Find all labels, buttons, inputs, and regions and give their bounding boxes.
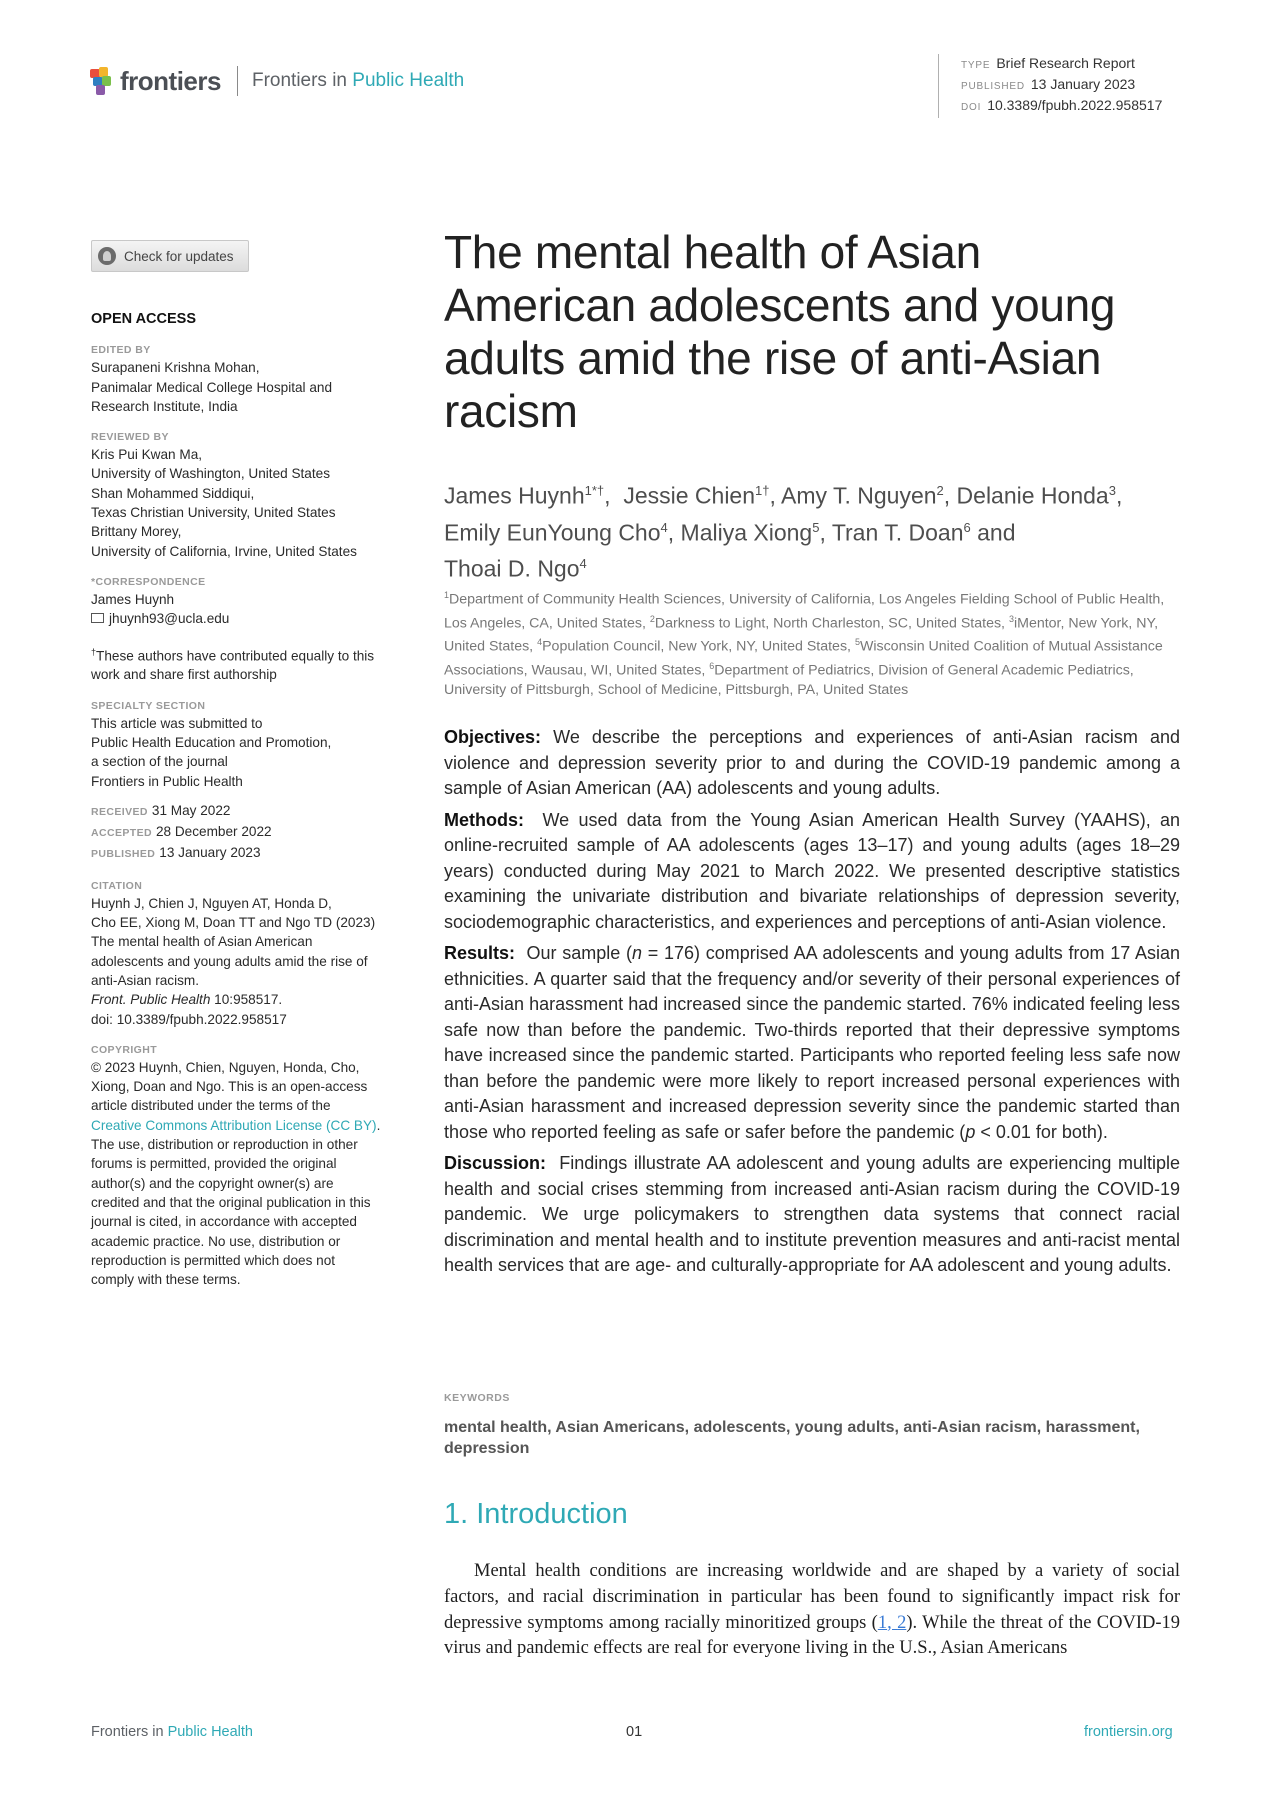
author-list: James Huynh$^{1*\dagger}$, Jessie Chien$^{1\dagger}$, Amy T. Nguyen$^2$, Delanie Honda$^3$, Emily EunYoung Cho$^4$, Maliya Xiong$^5$, Tran T. Doan$^6$ and Thoai D. Ngo$^4$ <box>444 482 1123 582</box>
cc-by-license-link[interactable]: Creative Commons Attribution License (CC BY) <box>91 1117 377 1133</box>
frontiers-logo[interactable] <box>90 66 464 96</box>
mail-icon <box>91 613 104 623</box>
article-type: Brief Research Report <box>996 55 1135 71</box>
article-title: The mental health of Asian American adolescents and young adults amid the rise of anti-Asian racism <box>444 226 1116 437</box>
citation-link[interactable]: 2 <box>897 1612 907 1633</box>
frontiers-logo-icon <box>90 67 114 95</box>
article-sidebar: OPEN ACCESS EDITED BY Surapaneni Krishna Mohan, Panimalar Medical College Hospital and Research Institute, India REVIEWED BY Kris Pui Kwan Ma, University of Washington, United States Shan Mohammed Siddiqui, Texas Christian University, United States Brittany Morey, University of California, Irvine, United States *CORRESPONDENCE James Huynh jhuynh93@ucla.edu †These authors have contributed equally to this work and share first authorship SPECIALTY SECTION This article was submitted to Public Health Education and Promotion, a section of the journal Frontiers in Public Health RECEIVED 31 May 2022 ACCEPTED 28 December 2022 PUBLISHED 13 January 2023 CITATION Huynh J, Chien J, Nguyen AT, Honda D, Cho EE, Xiong M, Doan TT and Ngo TD (2023) The mental health of Asian American adolescents and young adults amid the rise of anti-Asian racism. Front. Public Health 10:958517. doi: 10.3389/fpubh.2022.958517 COPYRIGHT © 2023 Huynh, Chien, Nguyen, Honda, Cho, Xiong, Doan and Ngo. This is an open-access article distributed under the terms of the Creative Commons Attribution License (CC BY). The use, distribution or reproduction in other forums is permitted, provided the original author(s) and the copyright owner(s) are credited and that the original publication in this journal is cited, in accordance with accepted academic practice. No use, distribution or reproduction is permitted which does not comply with these terms. <box>91 310 421 1289</box>
keywords-label: KEYWORDS <box>444 1392 510 1404</box>
dates: RECEIVED 31 May 2022 ACCEPTED 28 December 2022 PUBLISHED 13 January 2023 <box>91 802 272 861</box>
author: Tran T. Doan <box>831 519 964 546</box>
affiliations: $^1$Department of Community Health Sciences, University of California, Los Angeles Fielding School of Public Health, Los Angeles, CA, United States, $^2$Darkness to Light, North Charleston, SC, United States, $^3$iMentor, New York, NY, United States, $^4$Population Council, New York, NY, United States, $^5$Wisconsin United Coalition of Mutual Assistance Associations, Wausau, WI, United States, $^6$Department of Pediatrics, Division of General Academic Pediatrics, University of Pittsburgh, School of Medicine, Pittsburgh, PA, United States <box>444 590 1165 698</box>
citation-link[interactable]: 1 <box>877 1612 888 1633</box>
brand-name: frontiers <box>120 65 221 96</box>
author: Delanie Honda <box>956 482 1109 509</box>
citation-label: CITATION <box>91 879 143 892</box>
abstract-methods: Methods: We used data from the Young Asian American Health Survey (YAAHS), an online-recruited sample of AA adolescents (ages 13–17) and young adults (ages 18–29 years) conducted during May 2021 to March 2022. We presented descriptive statistics examining the univariate distribution and bivariate relationships of depression severity, sociodemographic characteristics, and experiences and perceptions of anti-Asian violence. <box>444 809 1180 932</box>
edited-by-label: EDITED BY <box>91 344 151 357</box>
published-date: 13 January 2023 <box>1030 76 1136 92</box>
author: Maliya Xiong <box>680 519 813 546</box>
abstract-discussion: Discussion: Findings illustrate AA adolescent and young adults are experiencing multiple health and social crises stemming from increased anti-Asian racism during the COVID-19 pandemic. We urge policymakers to strengthen data systems that connect racial discrimination and mental health and to institute prevention measures and anti-racist mental health services that are age- and culturally-appropriate for AA adolescent and young adults. <box>444 1153 1180 1275</box>
crossmark-icon <box>98 247 116 265</box>
abstract-objectives: Objectives: We describe the perceptions and experiences of anti-Asian racism and violence and depression severity prior to and during the COVID-19 pandemic among a sample of Asian American (AA) adolescents and young adults. <box>444 727 1180 798</box>
equal-contribution-note: †These authors have contributed equally to this work and share first authorship <box>91 646 375 683</box>
article-meta: TYPE Brief Research Report PUBLISHED 13 January 2023 DOI 10.3389/fpubh.2022.958517 <box>938 54 1162 118</box>
abstract-results: Results: Our sample (n = 176) comprised AA adolescents and young adults from 17 Asian ethnicities. A quarter said that the frequency and/or severity of their personal experiences of anti-Asian harassment had increased since the pandemic started. 76% indicated feeling less safe now than before the pandemic. Two-thirds reported that their depressive symptoms have increased since the pandemic started. Participants who reported feeling less safe now than before the pandemic were more likely to report increased personal experiences with anti-Asian harassment and increased depression severity since the pandemic started than those who reported feeling as safe or safer before the pandemic (p < 0.01 for both). <box>444 943 1180 1142</box>
page-number: 01 <box>626 1724 643 1740</box>
reviewed-by-label: REVIEWED BY <box>91 431 169 444</box>
check-for-updates-button[interactable]: Check for updates <box>91 240 249 272</box>
footer-site-link[interactable]: frontiersin.org <box>1084 1724 1173 1740</box>
copyright-label: COPYRIGHT <box>91 1043 158 1056</box>
correspondence-email[interactable]: jhuynh93@ucla.edu <box>109 611 230 627</box>
citation-doi: doi: 10.3389/fpubh.2022.958517 <box>91 1011 287 1027</box>
logo-divider <box>237 66 238 96</box>
specialty-section-label: SPECIALTY SECTION <box>91 699 206 712</box>
doi-link[interactable]: 10.3389/fpubh.2022.958517 <box>987 97 1163 113</box>
correspondence-name: James Huynh <box>91 591 175 607</box>
author: Emily EunYoung Cho <box>444 519 661 546</box>
author: James Huynh <box>444 482 585 509</box>
correspondence-label: *CORRESPONDENCE <box>91 575 206 588</box>
journal-name: Frontiers in Public Health <box>251 70 465 91</box>
author: Thoai D. Ngo <box>444 555 580 582</box>
author: Jessie Chien <box>623 482 756 509</box>
abstract <box>444 725 1180 1285</box>
open-access-label: OPEN ACCESS <box>91 311 197 327</box>
footer-journal: Frontiers in Public Health <box>91 1724 253 1740</box>
section-heading-introduction: 1. Introduction <box>444 1498 628 1530</box>
introduction-paragraph: Mental health conditions are increasing worldwide and are shaped by a variety of social factors, and racial discrimination in particular has been found to significantly impact risk for depressive symptoms among racially minoritized groups (1, 2). While the threat of the COVID-19 virus and pandemic effects are real for everyone living in the U.S., Asian Americans <box>444 1561 1180 1659</box>
keywords: mental health, Asian Americans, adolescents, young adults, anti-Asian racism, harassment, depression <box>444 1419 1140 1457</box>
author: Amy T. Nguyen <box>781 482 937 509</box>
